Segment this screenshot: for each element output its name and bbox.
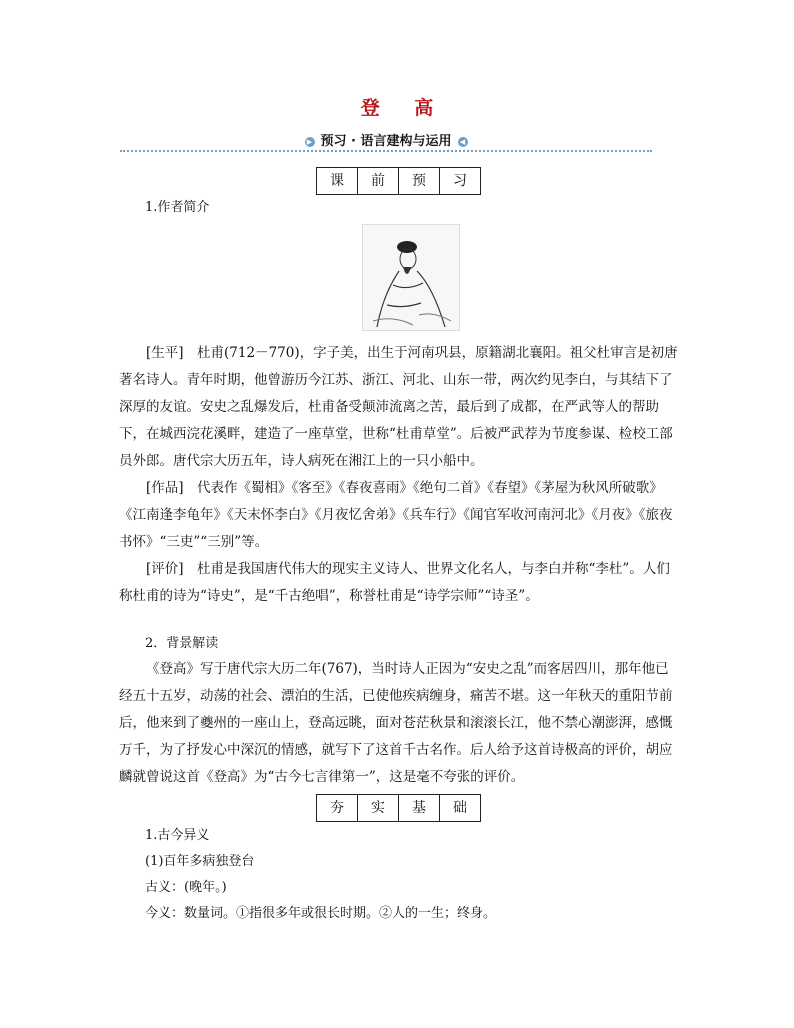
paragraph-evaluation: [评价] 杜甫是我国唐代伟大的现实主义诗人、世界文化名人，与李白并称“李杜”。人们称杜甫的诗为“诗史”，是“千古绝唱”，称誉杜甫是“诗学宗师”“诗圣”。	[119, 561, 670, 604]
section-banner	[120, 130, 652, 152]
box-char: 前	[358, 168, 399, 194]
heading-background: 2．背景解读	[145, 636, 219, 651]
box-char: 习	[453, 173, 467, 189]
box-char: 础	[453, 800, 467, 816]
box-char: 夯	[317, 795, 358, 821]
box-char: 实	[358, 795, 399, 821]
boxed-heading-basics	[316, 794, 481, 822]
paragraph-background: 《登高》写于唐代宗大历二年(767)，当时诗人正因为“安史之乱”而客居四川，那年他已经五十五岁，动荡的社会、漂泊的生活，已使他疾病缠身，痛苦不堪。这一年秋天的重阳节前后，他来到了夔州的一座山上，登高远眺，面对苍茫秋景和滚滚长江，他不禁心潮澎湃，感慨万千，为了抒发心中深沉的情感，就写下了这首千古名作。后人给予这首诗极高的评价，胡应麟就曾说这首《登高》为“古今七言律第一”，这是毫不夸张的评价。	[119, 661, 673, 785]
heading-author: 1.作者简介	[145, 200, 210, 215]
arrow-right-icon: ▶	[305, 137, 315, 147]
portrait-image	[362, 224, 460, 331]
arrow-left-icon: ◀	[458, 137, 468, 147]
heading-ancient-modern: 1.古今异义	[145, 828, 210, 843]
box-char: 课	[317, 168, 358, 194]
box-char: 基	[399, 795, 440, 821]
paragraph-works: [作品] 代表作《蜀相》《客至》《春夜喜雨》《绝句二首》《春望》《茅屋为秋风所破歌》《江南逢李龟年》《天末怀李白》《月夜忆舍弟》《兵车行》《闻官军收河南河北》《月夜》《旅夜书怀》“三吏”“三别”等。	[119, 480, 673, 550]
line-modern-meaning: 今义：数量词。①指很多年或很长时期。②人的一生；终身。	[145, 906, 497, 921]
section-label: 预习 · 语言建构与运用	[320, 134, 452, 149]
paragraph-biography: [生平] 杜甫(712－770)，字子美，出生于河南巩县，原籍湖北襄阳。祖父杜审言是初唐著名诗人。青年时期，他曾游历今江苏、浙江、河北、山东一带，两次约见李白，与其结下了深厚的友谊。安史之乱爆发后，杜甫备受颠沛流离之苦，最后到了成都，在严武等人的帮助下，在城西浣花溪畔，建造了一座草堂，世称“杜甫草堂”。后被严武荐为节度参谋、检校工部员外郎。唐代宗大历五年，诗人病死在湘江上的一只小船中。	[119, 345, 678, 469]
page-title: 登 高	[360, 97, 448, 119]
line-ancient-meaning: 古义：(晚年。)	[145, 880, 227, 895]
line-example: (1)百年多病独登台	[145, 854, 255, 869]
box-char: 预	[399, 168, 440, 194]
boxed-heading-preview	[316, 167, 481, 195]
dotted-divider	[120, 150, 652, 152]
